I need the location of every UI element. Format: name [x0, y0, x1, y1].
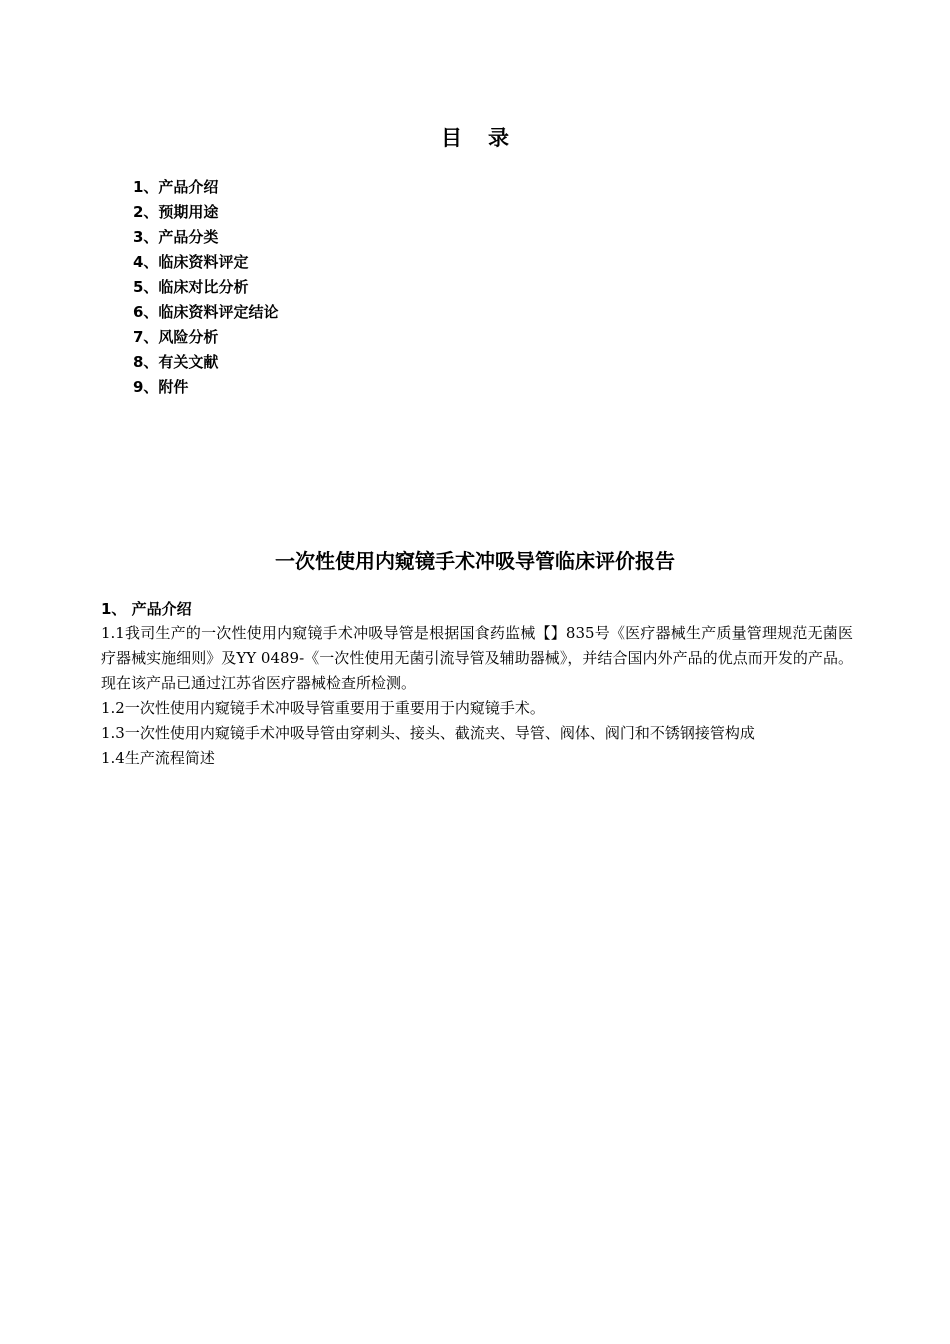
paragraph-1-4: 1.4生产流程简述	[101, 749, 215, 767]
toc-item-3: 3、产品分类	[133, 228, 219, 246]
toc-title	[0, 122, 950, 152]
toc-item-8: 8、有关文献	[133, 353, 219, 371]
toc-item-5: 5、临床对比分析	[133, 278, 249, 296]
toc-item-1: 1、产品介绍	[133, 178, 219, 196]
toc-title-char-1: 目	[441, 126, 462, 150]
toc-item-4: 4、临床资料评定	[133, 253, 249, 271]
toc-item-7: 7、风险分析	[133, 328, 219, 346]
toc-title-char-2: 录	[488, 126, 509, 150]
paragraph-1-2: 1.2一次性使用内窥镜手术冲吸导管重要用于重要用于内窥镜手术。	[101, 699, 545, 717]
toc-item-9: 9、附件	[133, 378, 189, 396]
section-body	[101, 621, 853, 771]
toc-list	[133, 175, 278, 400]
paragraph-1-3: 1.3一次性使用内窥镜手术冲吸导管由穿刺头、接头、截流夹、导管、阀体、阀门和不锈钢接管构成	[101, 724, 755, 742]
paragraph-1-1: 1.1我司生产的一次性使用内窥镜手术冲吸导管是根据国食药监械【】835号《医疗器械生产质量管理规范无菌医疗器械实施细则》及YY 0489-《一次性使用无菌引流导管及辅助器械》，并结合国内外产品的优点而开发的产品。现在该产品已通过江苏省医疗器械检查所检测。	[101, 624, 853, 692]
report-title: 一次性使用内窥镜手术冲吸导管临床评价报告	[275, 549, 675, 573]
toc-item-2: 2、预期用途	[133, 203, 219, 221]
section-heading-product-intro: 1、 产品介绍	[101, 600, 192, 618]
toc-item-6: 6、临床资料评定结论	[133, 303, 279, 321]
